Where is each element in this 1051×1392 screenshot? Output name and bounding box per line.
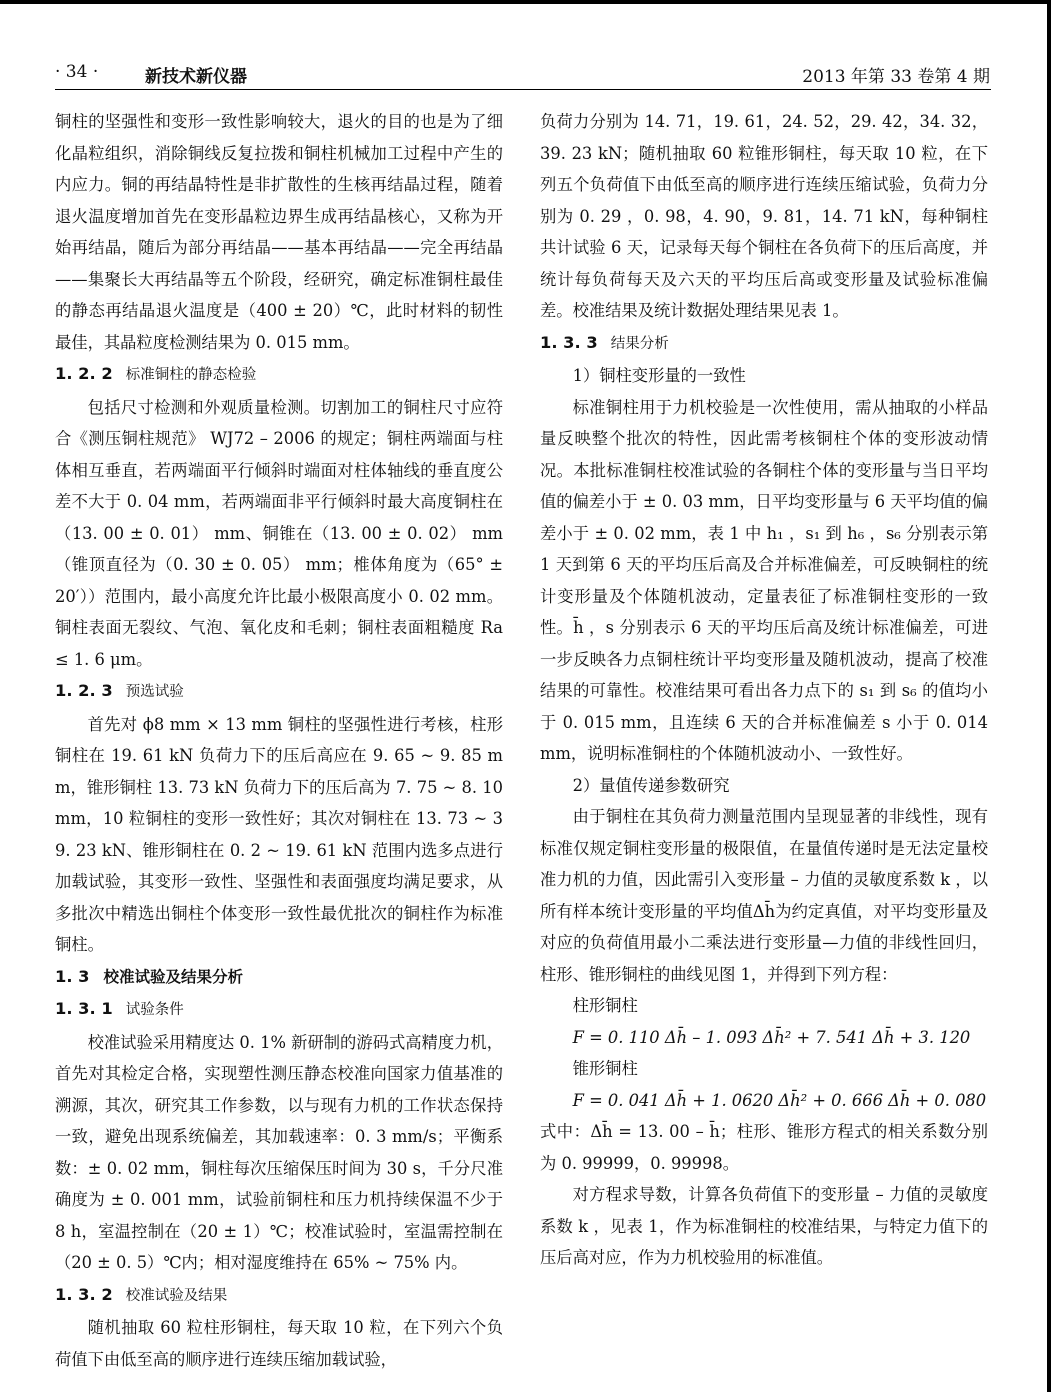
- section-title: 预选试验: [125, 684, 184, 700]
- subsection-title: 1）铜柱变形量的一致性: [572, 366, 746, 385]
- paragraph: 校准试验采用精度达 0. 1% 新研制的游码式高精度力机，首先对其检定合格，实现塑性测压静态校准向国家力值基准的溯源，其次，研究其工作参数，以与现有力机的工作状态保持一致，避免出现系统偏差，其加载速率：0. 3 mm/s；平衡系数：± 0. 02 mm，铜柱每次压缩保压时间为 30 s，千分尺准确度为 ± 0. 001 mm，试验前铜柱和压力机持续保温不少于 8 h，室温控制在（20 ± 1）℃；校准试验时，室温需控制在（20 ± 0. 5）℃内；相对湿度维持在 65% ~ 75% 内。: [55, 1032, 503, 1272]
- paragraph: 包括尺寸检测和外观质量检测。切割加工的铜柱尺寸应符合《测压铜柱规范》 WJ72 – 2006 的规定；铜柱两端面与柱体相互垂直，若两端面平行倾斜时端面对柱体轴线的垂直度公差不大于 0. 04 mm，若两端面非平行倾斜时最大高度铜柱在（13. 00 ± 0. 01） mm、铜锥在（13. 00 ± 0. 02） mm（锥顶直径为（0. 30 ± 0. 05） mm；椎体角度为（65° ± 20′））范围内，最小高度允许比最小极限高度小 0. 02 mm。铜柱表面无裂纹、气泡、氧化皮和毛刺；铜柱表面粗糙度 Ra ≤ 1. 6 μm。: [55, 397, 503, 669]
- section-title: 校准试验及结果分析: [103, 967, 243, 986]
- header-rule: [55, 89, 991, 90]
- equation: F = 0. 041 Δh̄ + 1. 0620 Δh̄² + 0. 666 Δh̄ + 0. 080: [572, 1090, 987, 1110]
- paragraph: 对方程求导数，计算各负荷值下的变形量 – 力值的灵敏度系数 k ，见表 1，作为标准铜柱的校准结果，与特定力值下的压后高对应，作为力机校验用的标准值。: [540, 1185, 988, 1267]
- section-number: 1. 3: [55, 966, 90, 986]
- section-number: 1. 3. 2: [55, 1284, 113, 1304]
- paragraph: 负荷力分别为 14. 71，19. 61，24. 52，29. 42，34. 32，39. 23 kN；随机抽取 60 粒锥形铜柱，每天取 10 粒，在下列五个负荷值下由低至高的顺序进行连续压缩试验，负荷力分别为 0. 29 ，0. 98，4. 90，9. 81，14. 71 kN，每种铜柱共计试验 6 天，记录每天每个铜柱在各负荷下的压后高度，并统计每负荷每天及六天的平均压后高或变形量及试验标准偏差。校准结果及统计数据处理结果见表 1。: [540, 112, 988, 320]
- section-heading-1-3-3: [540, 327, 988, 361]
- section-heading-1-3-1: [55, 993, 503, 1027]
- equation: F = 0. 110 Δh̄ – 1. 093 Δh̄² + 7. 541 Δh̄ + 3. 120: [572, 1027, 971, 1047]
- section-number: 1. 3. 1: [55, 999, 113, 1018]
- equation-label: 锥形铜柱: [572, 1059, 638, 1078]
- section-number: 1. 2. 3: [55, 681, 113, 700]
- paragraph: 随机抽取 60 粒柱形铜柱，每天取 10 粒，在下列六个负荷值下由低至高的顺序进行连续压缩加载试验，: [55, 1318, 503, 1369]
- section-heading-1-2-3: [55, 675, 503, 709]
- paragraph: 铜柱的坚强性和变形一致性影响较大，退火的目的也是为了细化晶粒组织，消除铜线反复拉拨和铜柱机械加工过程中产生的内应力。铜的再结晶特性是非扩散性的生核再结晶过程，随着退火温度增加首先在变形晶粒边界生成再结晶核心，又称为开始再结晶，随后为部分再结晶——基本再结晶——完全再结晶——集聚长大再结晶等五个阶段，经研究，确定标准铜柱最佳的静态再结晶退火温度是（400 ± 20）℃，此时材料的韧性最佳，其晶粒度检测结果为 0. 015 mm。: [55, 112, 503, 352]
- subsection-title: 2）量值传递参数研究: [572, 775, 730, 795]
- paragraph: 由于铜柱在其负荷力测量范围内呈现显著的非线性，现有标准仅规定铜柱变形量的极限值，在量值传递时是无法定量校准力机的力值，因此需引入变形量 – 力值的灵敏度系数 k ，以所有样本统计变形量的平均值Δh̄为约定真值，对平均变形量及对应的负荷值用最小二乘法进行变形量—力值的非线性回归，柱形、锥形铜柱的曲线见图 1，并得到下列方程：: [540, 807, 988, 984]
- left-column: [55, 106, 503, 1375]
- section-heading-1-3-2: [55, 1279, 503, 1313]
- page-number: · 34 ·: [55, 62, 99, 82]
- page-border-right: [1047, 0, 1051, 1392]
- paragraph: 首先对 ϕ8 mm × 13 mm 铜柱的坚强性进行考核，柱形铜柱在 19. 61 kN 负荷力下的压后高应在 9. 65 ~ 9. 85 mm，锥形铜柱 13. 73 kN 负荷力下的压后高为 7. 75 ~ 8. 10 mm，10 粒铜柱的变形一致性好；其次对铜柱在 13. 73 ~ 39. 23 kN、锥形铜柱在 0. 2 ~ 19. 61 kN 范围内选多点进行加载试验，其变形一致性、坚强性和表面强度均满足要求，从多批次中精选出铜柱个体变形一致性最优批次的铜柱作为标准铜柱。: [55, 714, 503, 954]
- section-heading-1-2-2: [55, 358, 503, 392]
- page-border-top: [0, 0, 1051, 4]
- equation-label: 柱形铜柱: [572, 996, 638, 1015]
- journal-name: 新技术新仪器: [145, 67, 247, 87]
- issue-info: 2013 年第 33 卷第 4 期: [802, 67, 990, 87]
- running-header: [55, 62, 990, 88]
- paragraph: 标准铜柱用于力机校验是一次性使用，需从抽取的小样品量反映整个批次的特性，因此需考核铜柱个体的变形波动情况。本批标准铜柱校准试验的各铜柱个体的变形量与当日平均值的偏差小于 ± 0. 03 mm，日平均变形量与 6 天平均值的偏差小于 ± 0. 02 mm，表 1 中 h₁ ，s₁ 到 h₆ ，s₆ 分别表示第 1 天到第 6 天的平均压后高及合并标准偏差，可反映铜柱的统计变形量及个体随机波动，定量表征了标准铜柱变形的一致性。h̄ ，s 分别表示 6 天的平均压后高及统计标准偏差，可进一步反映各力点铜柱统计平均变形量及随机波动，提高了校准结果的可靠性。校准结果可看出各力点下的 s₁ 到 s₆ 的值均小于 0. 015 mm，且连续 6 天的合并标准偏差 s 小于 0. 014 mm，说明标准铜柱的个体随机波动小、一致性好。: [540, 397, 988, 763]
- section-number: 1. 2. 2: [55, 364, 113, 383]
- paragraph: 式中：Δh̄ = 13. 00 – h̄；柱形、锥形方程式的相关系数分别为 0. 99999，0. 99998。: [540, 1122, 988, 1173]
- right-column: [540, 106, 988, 1274]
- section-title: 校准试验及结果: [125, 1287, 228, 1304]
- section-number: 1. 3. 3: [540, 332, 598, 352]
- section-title: 结果分析: [610, 335, 669, 352]
- section-heading-1-3: [55, 961, 503, 994]
- section-title: 标准铜柱的静态检验: [125, 367, 257, 383]
- section-title: 试验条件: [125, 1002, 184, 1018]
